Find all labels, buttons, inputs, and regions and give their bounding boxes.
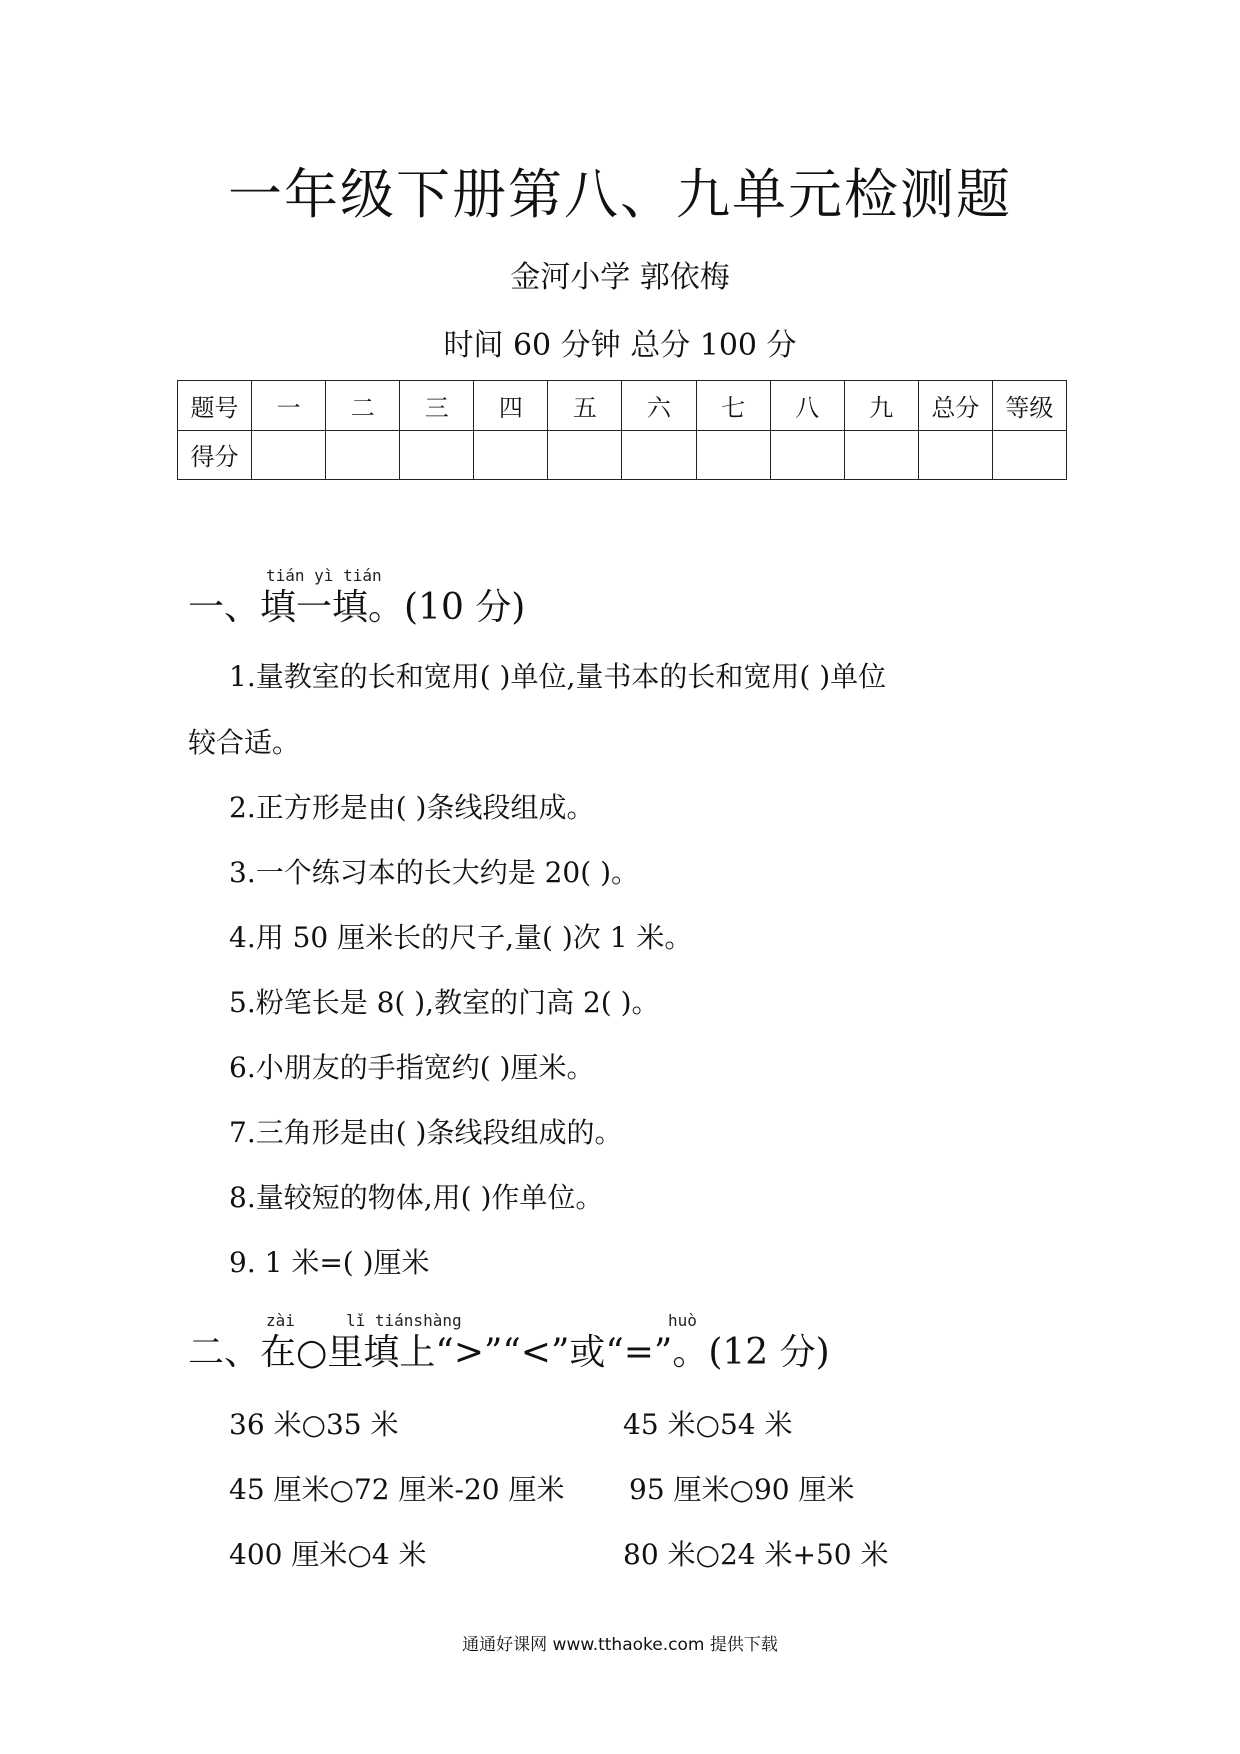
question-1-line-1: 1.量教室的长和宽用( )单位,量书本的长和宽用( )单位 (229, 660, 887, 693)
compare-item: 45 厘米○72 厘米-20 厘米 (229, 1473, 565, 1506)
section2-pinyin-huo: huò (668, 1311, 697, 1330)
score-cell-header: 八 (770, 381, 844, 431)
score-cell-header: 一 (252, 381, 326, 431)
score-cell-header: 五 (548, 381, 622, 431)
question-1-line-2: 较合适。 (188, 726, 301, 759)
compare-item: 36 米○35 米 (229, 1408, 399, 1441)
question-8: 8.量较短的物体,用( )作单位。 (229, 1181, 604, 1214)
score-cell-empty (844, 430, 918, 480)
question-3: 3.一个练习本的长大约是 20( )。 (229, 856, 639, 889)
score-cell-empty (622, 430, 696, 480)
compare-item: 80 米○24 米+50 米 (623, 1538, 889, 1571)
score-cell-label: 得分 (178, 430, 252, 480)
score-cell-empty (696, 430, 770, 480)
page-title: 一年级下册第八、九单元检测题 (228, 163, 1012, 226)
score-cell-empty (770, 430, 844, 480)
score-cell-header: 总分 (918, 381, 992, 431)
score-cell-empty (918, 430, 992, 480)
score-cell-header: 六 (622, 381, 696, 431)
section1-title: 一、填一填。(10 分) (188, 587, 526, 628)
question-7: 7.三角形是由( )条线段组成的。 (229, 1116, 623, 1149)
score-cell-header: 七 (696, 381, 770, 431)
score-table-score-row (178, 430, 1067, 480)
question-5: 5.粉笔长是 8( ),教室的门高 2( )。 (229, 986, 660, 1019)
question-2: 2.正方形是由( )条线段组成。 (229, 791, 595, 824)
author-line: 金河小学 郭依梅 (510, 260, 730, 295)
score-table (177, 380, 1067, 480)
score-cell-label: 题号 (178, 381, 252, 431)
section2-title: 二、在○里填上“>”“<”或“=”。(12 分) (188, 1332, 830, 1373)
score-cell-empty (400, 430, 474, 480)
score-cell-header: 三 (400, 381, 474, 431)
section2-pinyin-zai: zài (266, 1311, 295, 1330)
score-cell-empty (326, 430, 400, 480)
section2-pinyin-litianshang: lǐ tiánshàng (346, 1311, 462, 1330)
section1-pinyin: tián yì tián (266, 566, 382, 585)
score-cell-header: 四 (474, 381, 548, 431)
compare-item: 45 米○54 米 (623, 1408, 793, 1441)
score-cell-header: 二 (326, 381, 400, 431)
score-cell-header: 等级 (992, 381, 1066, 431)
question-4: 4.用 50 厘米长的尺子,量( )次 1 米。 (229, 921, 693, 954)
compare-item: 400 厘米○4 米 (229, 1538, 427, 1571)
score-cell-empty (548, 430, 622, 480)
score-cell-header: 九 (844, 381, 918, 431)
compare-item: 95 厘米○90 厘米 (629, 1473, 855, 1506)
score-cell-empty (992, 430, 1066, 480)
footer-download-note: 通通好课网 www.tthaoke.com 提供下载 (462, 1635, 778, 1655)
score-table-header-row (178, 381, 1067, 431)
score-cell-empty (474, 430, 548, 480)
question-6: 6.小朋友的手指宽约( )厘米。 (229, 1051, 595, 1084)
score-cell-empty (252, 430, 326, 480)
time-info: 时间 60 分钟 总分 100 分 (443, 328, 797, 363)
question-9: 9. 1 米=( )厘米 (229, 1246, 430, 1279)
